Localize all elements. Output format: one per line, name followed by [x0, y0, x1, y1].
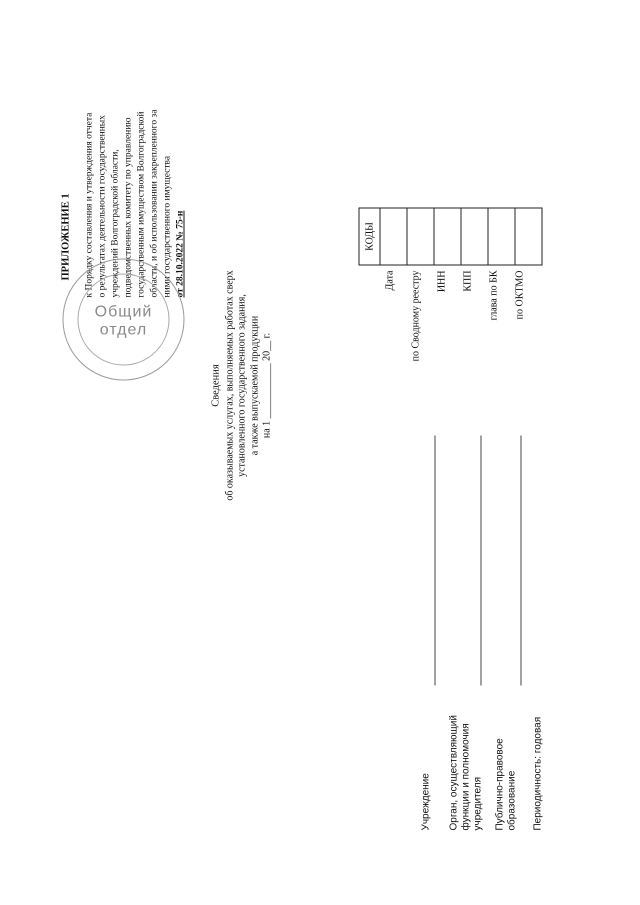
report-header [210, 225, 274, 545]
code-label-budget-chapter: глава по БК [488, 270, 499, 320]
institution-label: Учреждение [420, 772, 431, 830]
municipality-label-line: образование [506, 770, 517, 830]
code-cell-budget-chapter[interactable] [488, 208, 515, 265]
founder-label-line: Орган, осуществляющий [448, 714, 459, 830]
appendix-line: учреждений Волгоградской области, [110, 148, 120, 297]
code-label-inn: ИНН [436, 270, 447, 292]
code-cell-registry[interactable] [407, 208, 434, 265]
appendix-line: подведомственных комитету по управлению [123, 117, 133, 297]
founder-label-line: учредителя [472, 776, 483, 830]
appendix-line: области, и об использовании закрепленного за [149, 109, 159, 297]
appendix-reference [83, 29, 187, 297]
report-subtitle-line: а также выпускаемой продукции [248, 315, 260, 455]
codes-heading: КОДЫ [359, 208, 380, 265]
code-label-kpp: КПП [462, 270, 473, 292]
report-subtitle-line: об оказываемых услугах, выполняемых работах сверх [223, 269, 235, 501]
code-cell-inn[interactable] [434, 208, 461, 265]
codes-table [358, 207, 542, 265]
institution-input-line[interactable] [434, 435, 435, 685]
code-cell-oktmo[interactable] [515, 208, 542, 265]
report-title: Сведения [210, 363, 221, 407]
founder-label [448, 715, 484, 830]
report-date-line: на 1 ___________ 20__ г. [261, 332, 272, 438]
decree-reference: от 28.10.2022 № 75-н [175, 210, 185, 297]
code-cell-kpp[interactable] [461, 208, 488, 265]
general-department-stamp [62, 258, 184, 380]
stamp-text: Общий отдел [94, 303, 152, 338]
code-label-registry: по Сводному реестру [410, 270, 421, 361]
appendix-line: о результатах деятельности государственных [97, 114, 107, 297]
municipality-input-line[interactable] [520, 435, 521, 685]
municipality-label [494, 738, 518, 830]
municipality-label-line: Публично-правовое [494, 737, 505, 830]
appendix-title: ПРИЛОЖЕНИЕ 1 [60, 192, 71, 280]
code-label-oktmo: по ОКТМО [514, 270, 525, 319]
report-subtitle-line: установленного государственного задания, [236, 293, 247, 477]
founder-input-line[interactable] [480, 435, 481, 685]
appendix-line: ними государственного имущества [162, 155, 172, 297]
code-label-date: Дата [384, 270, 395, 290]
code-cell-date[interactable] [380, 208, 407, 265]
appendix-line: государственным имуществом Волгоградской [136, 111, 146, 297]
periodicity-label: Периодичность: годовая [532, 716, 543, 830]
appendix-line: к Порядку составления и утверждения отчета [84, 112, 94, 297]
founder-label-line: функции и полномочия [460, 722, 471, 830]
